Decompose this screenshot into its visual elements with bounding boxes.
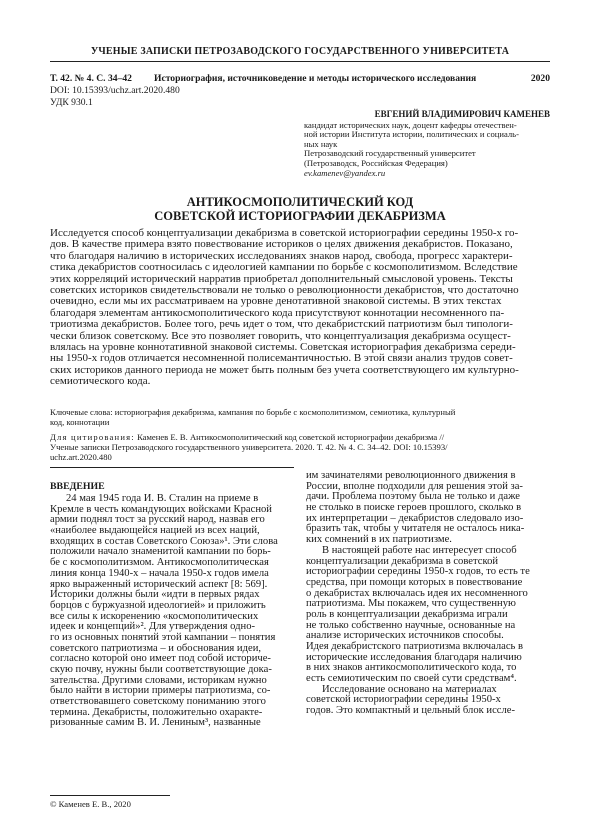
journal-section: Историография, источниковедение и методы исторического исследования — [154, 73, 477, 84]
body-right-column — [306, 471, 550, 717]
abstract-line: триотизма декабристов. Более того, речь идет о том, что декабристский патриотизм был типологи- — [50, 318, 513, 331]
author-affiliation-line: Петрозаводский государственный университет — [304, 148, 476, 159]
body-line: Исследование основано на материалах — [322, 683, 497, 695]
body-left-column — [50, 494, 294, 729]
body-line: в них знаков антикосмополитического кода, то — [306, 662, 517, 674]
copyright: © Каменев Е. В., 2020 — [50, 799, 131, 809]
abstract-line: чески близок советскому. Все это позволяет говорить, что концептуализация декабризма осущест- — [50, 329, 511, 342]
body-line: 24 мая 1945 года И. В. Сталин на приеме в — [66, 493, 259, 504]
keywords — [50, 407, 550, 427]
body-line: исторические исследования благодаря наличию — [306, 651, 522, 663]
citation-line: uchz.art.2020.480 — [50, 452, 112, 462]
author-name: ЕВГЕНИЙ ВЛАДИМИРОВИЧ КАМЕНЕВ — [374, 109, 550, 119]
abstract-line: стика декабристов соотносилась с идеологией кампании по борьбе с космополитизмом. Вследствие — [50, 261, 518, 274]
body-line: термина. Декабристы, положительно охаракте- — [50, 706, 263, 718]
doi[interactable]: DOI: 10.15393/uchz.art.2020.480 — [50, 85, 180, 96]
article-title-line: АНТИКОСМОПОЛИТИЧЕСКИЙ КОД — [186, 195, 414, 209]
body-line: патриотизма. Мы покажем, что существенную — [306, 598, 516, 610]
body-line: их интерпретации – декабристов следовало изо- — [306, 512, 524, 524]
keywords-line: код, коннотации — [50, 417, 110, 427]
body-line: все силы к искоренению «космополитических — [50, 610, 259, 622]
body-line: есть семиотическим по своей сути средствам⁴. — [306, 673, 517, 685]
footer-rule — [50, 795, 170, 796]
abstract-line: ны 1950-х годов отличается несомненной полисемантичностью. В этой связи анализ трудов совет- — [50, 352, 513, 365]
author-affiliation-line: ной истории Института истории, политических и социаль- — [304, 129, 519, 140]
abstract-line: очевидно, если мы их рассматриваем на уровне денотативной знаковой системы. В этих текстах — [50, 295, 502, 308]
abstract-line: семиотического кода. — [50, 375, 151, 388]
abstract-line: что благодаря наличию в исторических исследованиях знаков народ, свобода, прогресс характери- — [50, 249, 513, 262]
body-line: дачи. Проблема поэтому была не только и даже — [306, 491, 520, 503]
body-line: не только собственно научные, основанные на — [306, 619, 516, 631]
body-line: роль в концептуализации декабризма играли — [306, 608, 508, 620]
body-line: ответствовавшего советскому пониманию этого — [50, 696, 266, 708]
section-rule — [50, 467, 294, 468]
body-line: было найти в истории примеры патриотизма, со- — [50, 685, 271, 697]
body-line: положили начало знаменитой кампании по борь- — [50, 546, 271, 558]
citation-line: Ученые записки Петрозаводского государственного университета. 2020. Т. 42. № 4. С. 34–42. DOI: 10.15393/ — [50, 442, 448, 452]
intro-heading: ВВЕДЕНИЕ — [50, 481, 105, 492]
body-line: историографии середины 1950-х годов, то есть те — [306, 566, 530, 578]
body-line: армии поднял тост за русский народ, назвав его — [50, 514, 265, 526]
abstract-line: Исследуется способ концептуализации декабризма в советской историографии середины 1950-х го- — [50, 227, 519, 239]
body-line: Кремле в честь командующих войсками Красной — [50, 503, 272, 515]
body-line: советской историографии середины 1950-х — [306, 694, 501, 706]
body-line: советского патриотизма – и обоснования идеи, — [50, 642, 262, 654]
body-line: согласно которой оно имеет под собой историче- — [50, 653, 271, 665]
issue-info: Т. 42. № 4. С. 34–42 — [50, 73, 132, 84]
body-line: Идея декабристского патриотизма включалась в — [306, 641, 524, 652]
citation — [50, 432, 550, 462]
article-title-line: СОВЕТСКОЙ ИСТОРИОГРАФИИ ДЕКАБРИЗМА — [154, 209, 446, 223]
author-affiliation-line: (Петрозаводск, Российская Федерация) — [304, 157, 448, 168]
body-line: годов. Это компактный и цельный блок иссле- — [306, 705, 516, 717]
abstract-line: ских историков данного периода не может быть полным без учета соответствующего им культурно- — [50, 363, 519, 376]
udk: УДК 930.1 — [50, 97, 93, 108]
body-line: не столько в поиске героев прошлого, сколько в — [306, 502, 522, 514]
header-rule — [50, 61, 550, 62]
body-line: борцов с буржуазной идеологией» и приложить — [50, 599, 266, 611]
body-line: ких сомнений в их патриотизме. — [306, 534, 452, 546]
body-line: «наиболее выдающейся нацией из всех наций, — [50, 525, 260, 537]
citation-line: Каменев Е. В. Антикосмополитический код советской историографии декабризма // — [137, 432, 445, 442]
body-line: бе с космополитизмом. Антикосмополитическая — [50, 557, 269, 569]
issue-year: 2020 — [530, 73, 550, 84]
abstract-line: влялась на уровне коннотативной знаковой системы. Советская историография декабризма середи- — [50, 340, 516, 353]
author-block — [304, 110, 550, 178]
body-line: концептуализации декабризма в советской — [306, 555, 499, 567]
body-line: входящих в состав Советского Союза»¹. Эти слова — [50, 535, 278, 547]
abstract-line: благодаря элементам антикосмополитического кода присутствуют коннотации несомненного па- — [50, 306, 505, 319]
body-line: В настоящей работе нас интересует способ — [322, 544, 517, 556]
abstract-line: дов. В качестве примера взято повествование историков о целях движения декабристов. Показано, — [50, 238, 513, 251]
keywords-line: Ключевые слова: историография декабризма, кампания по борьбе с космополитизмом, семиотика, культурный — [50, 407, 456, 417]
body-line: идеек и концепций»². Для утверждения одно- — [50, 621, 256, 633]
author-email[interactable]: ev.kamenev@yandex.ru — [304, 167, 386, 178]
body-line: ризованные самим В. И. Лениным³, названные — [50, 717, 261, 729]
body-line: Историки должны были «идти в первых рядах — [50, 589, 260, 601]
abstract-line: этих корреляций исторический нарратив приобретал дополнительный смысловой уровень. Тексты — [50, 272, 513, 285]
author-affiliation-line: ных наук — [304, 138, 338, 149]
author-affiliation-line: кандидат исторических наук, доцент кафедры отечествен- — [304, 119, 517, 130]
body-line: им зачинателями революционного движения в — [306, 470, 516, 481]
body-line: скую почву, нужны были соответствующие дока- — [50, 664, 272, 675]
body-line: средства, при помощи которых в повествование — [306, 576, 523, 588]
journal-title: УЧЕНЫЕ ЗАПИСКИ ПЕТРОЗАВОДСКОГО ГОСУДАРСТВЕННОГО УНИВЕРСИТЕТА — [90, 46, 510, 57]
article-title — [0, 195, 600, 223]
body-line: го из основных понятий этой кампании – понятия — [50, 631, 276, 643]
body-line: о декабристах включалась идея их несомненного — [306, 587, 528, 599]
body-line: зательства. Другими словами, историкам нужно — [50, 674, 267, 686]
abstract — [50, 228, 550, 387]
body-line: линия конца 1940-х – начала 1950-х годов имела — [50, 567, 269, 579]
body-line: бразить так, чтобы у читателя не осталось ника- — [306, 523, 525, 535]
body-line: анализе исторических источников способы. — [306, 630, 504, 642]
abstract-line: советских историков свидетельствовали не только о революционности декабристов, что достаточно — [50, 283, 519, 296]
citation-label: Для цитирования: — [50, 432, 135, 442]
body-line: России, вполне подходили для решения этой за- — [306, 480, 523, 492]
body-line: ярко выраженный исторический аспект [8: 569]. — [50, 578, 268, 590]
citation-line-first — [50, 432, 550, 442]
